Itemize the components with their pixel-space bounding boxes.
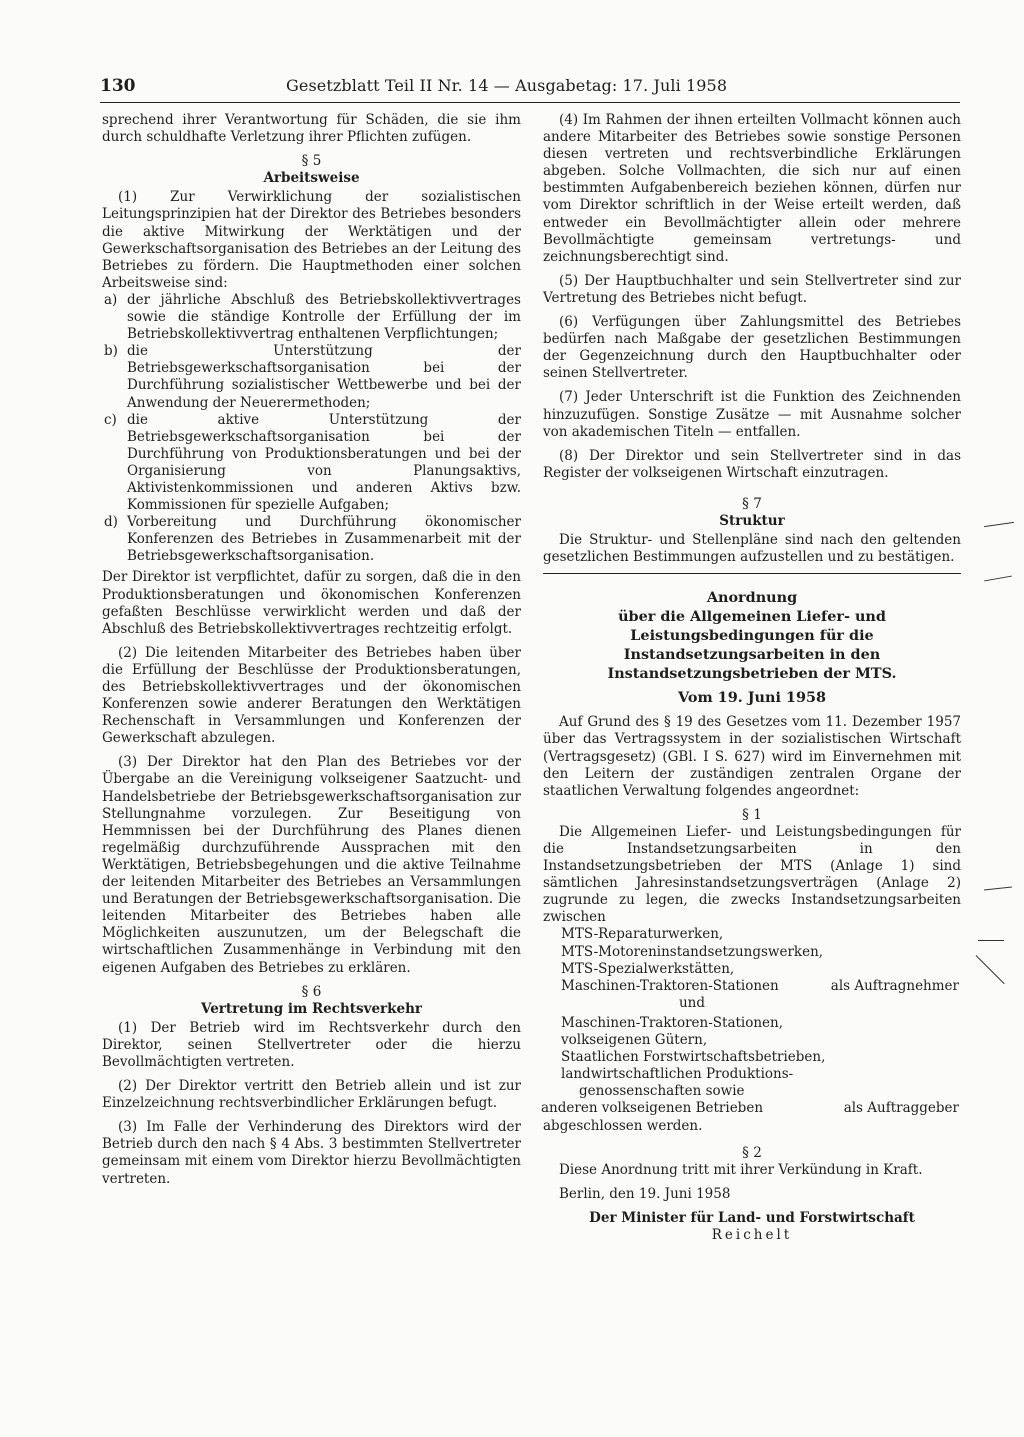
ordinance-section-1-number: § 1 bbox=[742, 806, 762, 823]
client-list bbox=[561, 1015, 961, 1100]
ordinance-intro: Auf Grund des § 19 des Gesetzes vom 11. Dezember 1957 über das Vertragssystem in der sozialistischen Wirtschaft (Vertragsgesetz) (GBl. I S. 627) wird im Einvernehmen mit den Leitern der zuständigen zentralen Organe der staatlichen Verwaltung folgendes angeordnet: bbox=[543, 714, 961, 799]
list-item: landwirtschaftlichen Produktions- bbox=[561, 1066, 794, 1083]
client-role: als Auftraggeber bbox=[843, 1100, 959, 1117]
header-rule bbox=[100, 102, 960, 103]
list-item: volkseigenen Gütern, bbox=[561, 1032, 708, 1049]
section-5-para-1: (1) Zur Verwirklichung der sozialistischen Leitungsprinzipien hat der Direktor des Betriebes besonders die aktive Mitwirkung der Werktätigen und der Gewerkschaftsorganisation des Betriebes an der Leitung des Betriebes zu fördern. Die Hauptmethoden einer solchen Arbeitsweise sind: bbox=[102, 189, 521, 291]
section-5-para-2: (2) Die leitenden Mitarbeiter des Betriebes haben über die Erfüllung der Beschlüsse der Produktionsberatungen, des Betriebskollektivvertrages und der ökonomischen Konferenzen sowie anderer Beratungen den Werktätigen Rechenschaft in Versammlungen und Konferenzen der Gewerkschaft abzulegen. bbox=[102, 644, 521, 747]
ordinance-section-2-para: Diese Anordnung tritt mit ihrer Verkündung in Kraft. bbox=[559, 1161, 923, 1178]
section-6-title: Vertretung im Rechtsverkehr bbox=[200, 1000, 423, 1017]
ordinance-date: Vom 19. Juni 1958 bbox=[678, 689, 826, 707]
ordinance-heading bbox=[543, 588, 961, 683]
list-item: MTS-Spezialwerkstätten, bbox=[561, 960, 735, 977]
ordinance-section-1-para: Die Allgemeinen Liefer- und Leistungsbedingungen für die Instandsetzungsarbeiten in den Instandsetzungsbetrieben der MTS (Anlage 1) sind sämtlichen Jahresinstandsetzungsverträgen (Anlage 2) zugrunde zu legen, die zwecks Instandsetzungsarbeiten zwischen bbox=[543, 823, 961, 926]
place-date: Berlin, den 19. Juni 1958 bbox=[559, 1185, 731, 1202]
section-7-title: Struktur bbox=[719, 512, 785, 529]
list-item-text: die aktive Unterstützung der Betriebsgewerkschaftsorganisation bei der Durchführung von Produktionsberatungen und bei der Organisierung von Planungsaktivs, Aktivistenkommissionen und anderen Aktivs bzw. Kommissionen für spezielle Aufgaben; bbox=[127, 411, 521, 514]
list-item-text: der jährliche Abschluß des Betriebskollektivvertrages sowie die ständige Kontrolle der Erfüllung der im Betriebskollektivvertrag enthaltenen Verpflichtungen; bbox=[127, 291, 521, 343]
list-item: anderen volkseigenen Betrieben bbox=[541, 1100, 764, 1117]
section-6-para-5: (5) Der Hauptbuchhalter und sein Stellvertreter sind zur Vertretung des Betriebes nicht befugt. bbox=[543, 272, 961, 306]
contractor-list bbox=[561, 926, 961, 994]
client-row bbox=[541, 1100, 961, 1117]
list-item-label: a) bbox=[104, 291, 118, 308]
list-item-label: d) bbox=[104, 514, 118, 531]
list-item bbox=[104, 514, 521, 565]
list-item: Staatlichen Forstwirtschaftsbetrieben, bbox=[561, 1049, 826, 1066]
list-item: Maschinen-Traktoren-Stationen, bbox=[561, 1014, 784, 1031]
page-header bbox=[100, 76, 960, 100]
section-5-number: § 5 bbox=[301, 153, 322, 170]
section-6-number: § 6 bbox=[301, 983, 322, 1000]
list-item: MTS-Motoreninstandsetzungswerken, bbox=[561, 943, 824, 960]
ordinance-title-line-2: über die Allgemeinen Liefer- und Leistungsbedingungen für die Instandsetzungsarbeiten in den Instandsetzungsbetrieben der MTS. bbox=[607, 608, 897, 683]
closing-phrase: abgeschlossen werden. bbox=[543, 1117, 703, 1134]
section-6-para-7: (7) Jeder Unterschrift ist die Funktion des Zeichnenden hinzuzufügen. Sonstige Zusätze — mit Ausnahme solcher von akademischen Titeln — entfallen. bbox=[543, 389, 961, 440]
intro-paragraph: sprechend ihrer Verantwortung für Schäden, die sie ihm durch schuldhafte Verletzung ihrer Pflichten zufügen. bbox=[102, 112, 521, 146]
section-6-para-8: (8) Der Direktor und sein Stellvertreter sind in das Register der volkseigenen Wirtschaft einzutragen. bbox=[543, 447, 961, 481]
margin-mark bbox=[984, 576, 1012, 582]
section-6-para-4: (4) Im Rahmen der ihnen erteilten Vollmacht können auch andere Mitarbeiter des Betriebes sowie sonstige Personen diesen vertreten und rechtsverbindliche Erklärungen abgeben. Solche Vollmachten, die sich nur auf einen bestimmten Aufgabenbereich beziehen können, dürfen nur vom Direktor schriftlich in der Weise erteilt werden, daß entweder ein Bevollmächtigter allein oder mehrere Bevollmächtigte gemeinsam vertretungs- und zeichnungsberechtigt sind. bbox=[543, 112, 961, 265]
section-7-para-1: Die Struktur- und Stellenpläne sind nach den geltenden gesetzlichen Bestimmungen aufzustellen und zu bestätigen. bbox=[543, 532, 961, 566]
ordinance-section-2-number: § 2 bbox=[742, 1144, 762, 1161]
list-item: Maschinen-Traktoren-Stationen bbox=[561, 977, 779, 994]
ordinance-title-line-1: Anordnung bbox=[706, 589, 798, 607]
right-column bbox=[543, 112, 961, 1244]
minister-title: Der Minister für Land- und Forstwirtschaft bbox=[589, 1209, 915, 1226]
minister-name: Reichelt bbox=[711, 1226, 793, 1243]
section-5-para-3: (3) Der Direktor hat den Plan des Betriebes vor der Übergabe an die Vereinigung volkseigener Saatzucht- und Handelsbetriebe der Betriebsgewerkschaftsorganisation zur Stellungnahme vorzulegen. Zur Beseitigung von Hemmnissen bei der Durchführung des Planes dienen regelmäßig durchzuführende Aussprachen mit den Werktätigen, Betriebsbegehungen und die aktive Teilnahme der leitenden Mitarbeiter des Betriebes an Versammlungen und Beratungen der Betriebsgewerkschaftsorganisation. Die leitenden Mitarbeiter des Betriebes haben alle Möglichkeiten auszunutzen, um der Belegschaft die wirtschaftlichen Zusammenhänge in Verbindung mit den eigenen Aufgaben des Betriebes zu erklären. bbox=[102, 754, 521, 976]
section-6-para-3: (3) Im Falle der Verhinderung des Direktors wird der Betrieb durch den nach § 4 Abs. 3 bestimmten Stellvertreter gemeinsam mit einem vom Direktor hierzu Bevollmächtigten vertreten. bbox=[102, 1119, 521, 1187]
list-item bbox=[104, 292, 521, 343]
section-5-para-1-end: Der Direktor ist verpflichtet, dafür zu sorgen, daß die in den Produktionsberatungen und ökonomischen Konferenzen gefaßten Beschlüsse verwirklicht werden und daß der Abschluß des Betriebskollektivvertrages rechtzeitig erfolgt. bbox=[102, 569, 521, 637]
section-7-number: § 7 bbox=[742, 495, 762, 512]
section-divider bbox=[543, 573, 961, 574]
list-item-text: Vorbereitung und Durchführung ökonomischer Konferenzen des Betriebes in Zusammenarbeit mit der Betriebsgewerkschaftsorganisation. bbox=[127, 514, 521, 565]
page-number: 130 bbox=[100, 76, 136, 96]
margin-mark bbox=[984, 887, 1012, 891]
section-6-para-6: (6) Verfügungen über Zahlungsmittel des Betriebes bedürfen nach Maßgabe der gesetzlichen Bestimmungen der Gegenzeichnung durch den Hauptbuchhalter oder seinen Stellvertreter. bbox=[543, 314, 961, 382]
conjunction-und: und bbox=[678, 994, 706, 1011]
margin-mark bbox=[984, 522, 1014, 527]
method-list bbox=[104, 292, 521, 566]
margin-mark bbox=[976, 955, 1005, 984]
contractor-role: als Auftragnehmer bbox=[830, 977, 959, 994]
list-item bbox=[104, 412, 521, 515]
list-item-label: b) bbox=[104, 343, 118, 360]
section-5-title: Arbeitsweise bbox=[263, 170, 360, 187]
list-item: genossenschaften sowie bbox=[579, 1083, 745, 1100]
list-item: MTS-Reparaturwerken, bbox=[561, 926, 724, 943]
section-6-para-2: (2) Der Direktor vertritt den Betrieb allein und ist zur Einzelzeichnung rechtsverbindlicher Erklärungen befugt. bbox=[102, 1078, 521, 1112]
margin-mark bbox=[978, 940, 1004, 941]
list-item bbox=[104, 343, 521, 411]
section-6-para-1: (1) Der Betrieb wird im Rechtsverkehr durch den Direktor, seinen Stellvertreter oder die hierzu Bevollmächtigten vertreten. bbox=[102, 1019, 521, 1070]
left-column bbox=[102, 112, 521, 1195]
list-item-text: die Unterstützung der Betriebsgewerkschaftsorganisation bei der Durchführung sozialistischer Wettbewerbe und bei der Anwendung der Neuerermethoden; bbox=[127, 343, 521, 411]
contractor-row bbox=[561, 978, 961, 995]
running-title: Gesetzblatt Teil II Nr. 14 — Ausgabetag: 17. Juli 1958 bbox=[286, 76, 728, 95]
list-item-label: c) bbox=[104, 411, 117, 428]
